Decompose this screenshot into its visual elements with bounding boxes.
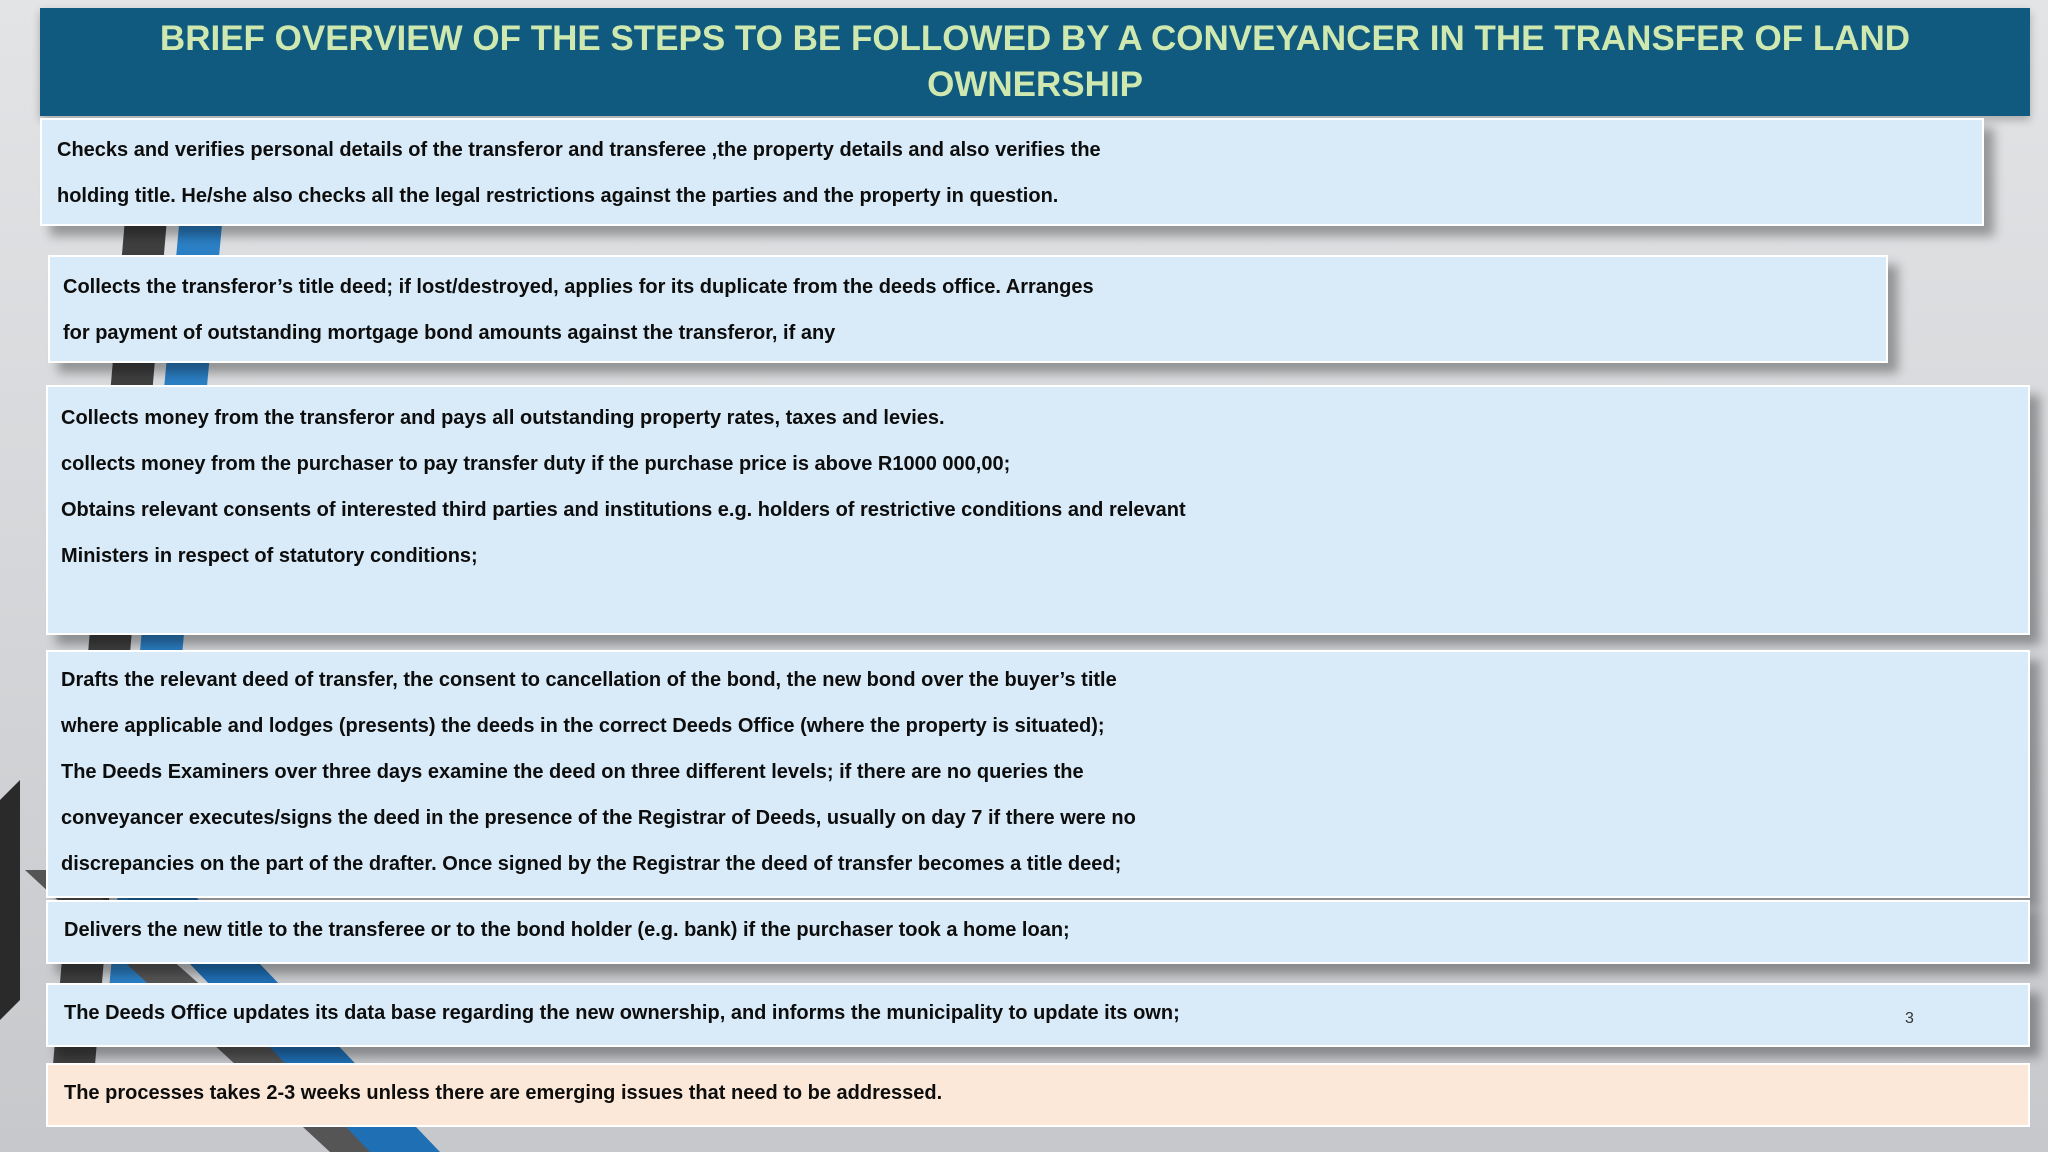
left-edge-stripe: [0, 780, 20, 1020]
step-1-line-1: Checks and verifies personal details of the transferor and transferee ,the property details and also verifies the: [57, 139, 1101, 161]
step-4-line-4: conveyancer executes/signs the deed in the presence of the Registrar of Deeds, usually on day 7 if there were no: [61, 807, 1136, 829]
step-3-line-2: collects money from the purchaser to pay transfer duty if the purchase price is above R1000 000,00;: [61, 453, 1011, 475]
step-box-1: [40, 118, 1984, 226]
step-4-line-5: discrepancies on the part of the drafter. Once signed by the Registrar the deed of transfer becomes a title deed;: [61, 853, 1122, 875]
step-1-line-2: holding title. He/she also checks all the legal restrictions against the parties and the property in question.: [57, 185, 1059, 207]
page-number: 3: [1905, 1010, 1914, 1027]
step-4-line-2: where applicable and lodges (presents) the deeds in the correct Deeds Office (where the property is situated);: [61, 715, 1105, 737]
slide-title: BRIEF OVERVIEW OF THE STEPS TO BE FOLLOWED BY A CONVEYANCER IN THE TRANSFER OF LAND OWNERSHIP: [159, 19, 1911, 104]
step-3-line-4: Ministers in respect of statutory conditions;: [61, 545, 478, 567]
step-3-line-1: Collects money from the transferor and pays all outstanding property rates, taxes and levies.: [61, 407, 945, 429]
step-box-6: [46, 983, 2030, 1047]
step-2-line-1: Collects the transferor’s title deed; if lost/destroyed, applies for its duplicate from the deeds office. Arranges: [63, 276, 1094, 298]
step-3-line-3: Obtains relevant consents of interested third parties and institutions e.g. holders of restrictive conditions and relevant: [61, 499, 1186, 521]
summary-line: The processes takes 2-3 weeks unless there are emerging issues that need to be addressed.: [64, 1082, 943, 1104]
step-5-line-1: Delivers the new title to the transferee or to the bond holder (e.g. bank) if the purchaser took a home loan;: [64, 919, 1070, 941]
summary-box: [46, 1063, 2030, 1127]
step-box-5: [46, 900, 2030, 964]
step-box-4: [46, 650, 2030, 898]
step-2-line-2: for payment of outstanding mortgage bond amounts against the transferor, if any: [63, 322, 836, 344]
step-4-line-3: The Deeds Examiners over three days examine the deed on three different levels; if there are no queries the: [61, 761, 1084, 783]
step-4-line-1: Drafts the relevant deed of transfer, the consent to cancellation of the bond, the new bond over the buyer’s title: [61, 669, 1117, 691]
step-box-3: [46, 385, 2030, 635]
step-6-line-1: The Deeds Office updates its data base regarding the new ownership, and informs the municipality to update its own;: [64, 1002, 1180, 1024]
step-box-2: [48, 255, 1888, 363]
title-banner: [40, 8, 2030, 116]
